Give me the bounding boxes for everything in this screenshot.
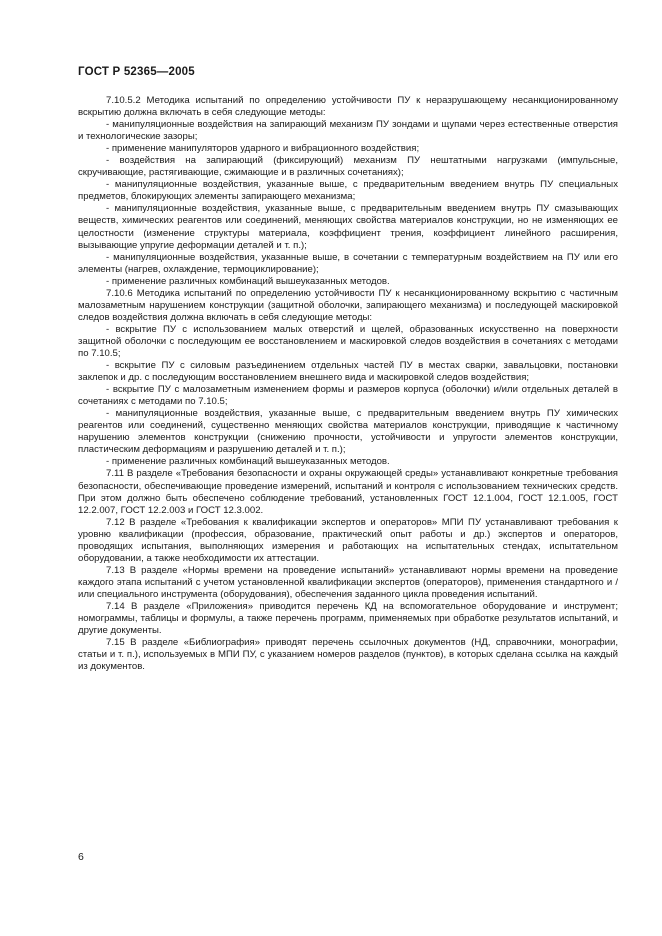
list-item: - манипуляционные воздействия, указанные выше, с предварительным введением внутрь ПУ химических реагентов или соединений, существенно меняющих свойства материалов конструкции, приводящие к частичному нарушению элементов конструкции (снижению прочности, устойчивости и упругости элементов конструкции, пластическим деформациям и разрушению деталей и т. п.);: [78, 408, 618, 456]
paragraph-7-13: 7.13 В разделе «Нормы времени на проведение испытаний» устанавливают нормы времени на проведение каждого этапа испытаний с учетом установленной квалификации экспертов (операторов), применения стандартного и / или специального инструмента (оборудования), обеспечения заданного цикла проведения испытаний.: [78, 564, 618, 600]
list-item: - применение различных комбинаций вышеуказанных методов.: [106, 456, 390, 468]
paragraph-7-15: 7.15 В разделе «Библиография» приводят перечень ссылочных документов (НД, справочники, монографии, статьи и т. п.), используемых в МПИ ПУ, с указанием номеров разделов (пунктов), в которых сделана ссылка на каждый из документов.: [78, 637, 618, 673]
list-item: - применение манипуляторов ударного и вибрационного воздействия;: [106, 143, 420, 155]
paragraph-7-10-5-2: 7.10.5.2 Методика испытаний по определению устойчивости ПУ к неразрушающему несанкционированному вскрытию должна включать в себя следующие методы:: [78, 95, 618, 119]
list-item: - манипуляционные воздействия, указанные выше, с предварительным введением внутрь ПУ специальных предметов, блокирующих элементы запирающего механизма;: [78, 179, 618, 203]
list-item: - применение различных комбинаций вышеуказанных методов.: [106, 275, 390, 287]
list-item: - манипуляционные воздействия на запирающий механизм ПУ зондами и щупами через естественные отверстия и технологические зазоры;: [78, 119, 618, 143]
list-item: - вскрытие ПУ с малозаметным изменением формы и размеров корпуса (оболочки) и/или отдельных деталей в сочетаниях с методами по 7.10.5;: [78, 384, 618, 408]
list-item: - вскрытие ПУ с силовым разъединением отдельных частей ПУ в местах сварки, завальцовки, постановки заклепок и др. с последующим восстановлением внешнего вида и маскировкой следов воздействия;: [78, 360, 618, 384]
paragraph-7-10-6: 7.10.6 Методика испытаний по определению устойчивости ПУ к несанкционированному вскрытию с частичным малозаметным нарушением конструкции (защитной оболочки, запирающего механизма) и последующей маскировкой следов воздействия должна включать в себя следующие методы:: [78, 287, 618, 323]
paragraph-7-12: 7.12 В разделе «Требования к квалификации экспертов и операторов» МПИ ПУ устанавливают требования к уровню квалификации (профессия, образование, практический опыт работы и др.) экспертов и операторов, проводящих испытания, выполняющих измерения и работающих на испытательных стендах, испытательном оборудовании, а также необходимости их аттестации.: [78, 516, 618, 564]
page-number: 6: [78, 851, 84, 863]
document-header: ГОСТ Р 52365—2005: [78, 66, 195, 78]
list-item: - воздействия на запирающий (фиксирующий) механизм ПУ нештатными нагрузками (импульсные, скручивающие, растягивающие, сжимающие и в различных сочетаниях);: [78, 155, 618, 179]
list-item: - манипуляционные воздействия, указанные выше, в сочетании с температурным воздействием на ПУ или его элементы (нагрев, охлаждение, термоциклирование);: [78, 251, 618, 275]
document-body: [78, 95, 618, 673]
paragraph-7-14: 7.14 В разделе «Приложения» приводится перечень КД на вспомогательное оборудование и инструмент; номограммы, таблицы и формулы, а также перечень программ, применяемых при обработке результатов испытаний, и другие документы.: [78, 600, 618, 637]
paragraph-7-11: 7.11 В разделе «Требования безопасности и охраны окружающей среды» устанавливают конкретные требования безопасности, обеспечивающие проведение измерений, испытаний и контроля с использованием технических средств. При этом должно быть обеспечено соблюдение требований, установленных ГОСТ 12.1.004, ГОСТ 12.1.005, ГОСТ 12.2.007, ГОСТ 12.2.003 и ГОСТ 12.3.002.: [78, 468, 618, 516]
list-item: - манипуляционные воздействия, указанные выше, с предварительным введением внутрь ПУ смазывающих веществ, химических реагентов или соединений, меняющих свойства материалов конструкции, но не изменяющих ее целостности (изменение структуры материала, коэффициент трения, коэффициент линейного расширения, вызывающие упругие деформации деталей и т. п.);: [78, 203, 618, 251]
list-item: - вскрытие ПУ с использованием малых отверстий и щелей, образованных искусственно на поверхности защитной оболочки с последующим ее восстановлением и маскировкой следов воздействия в сочетаниях с методами по 7.10.5;: [78, 323, 618, 359]
